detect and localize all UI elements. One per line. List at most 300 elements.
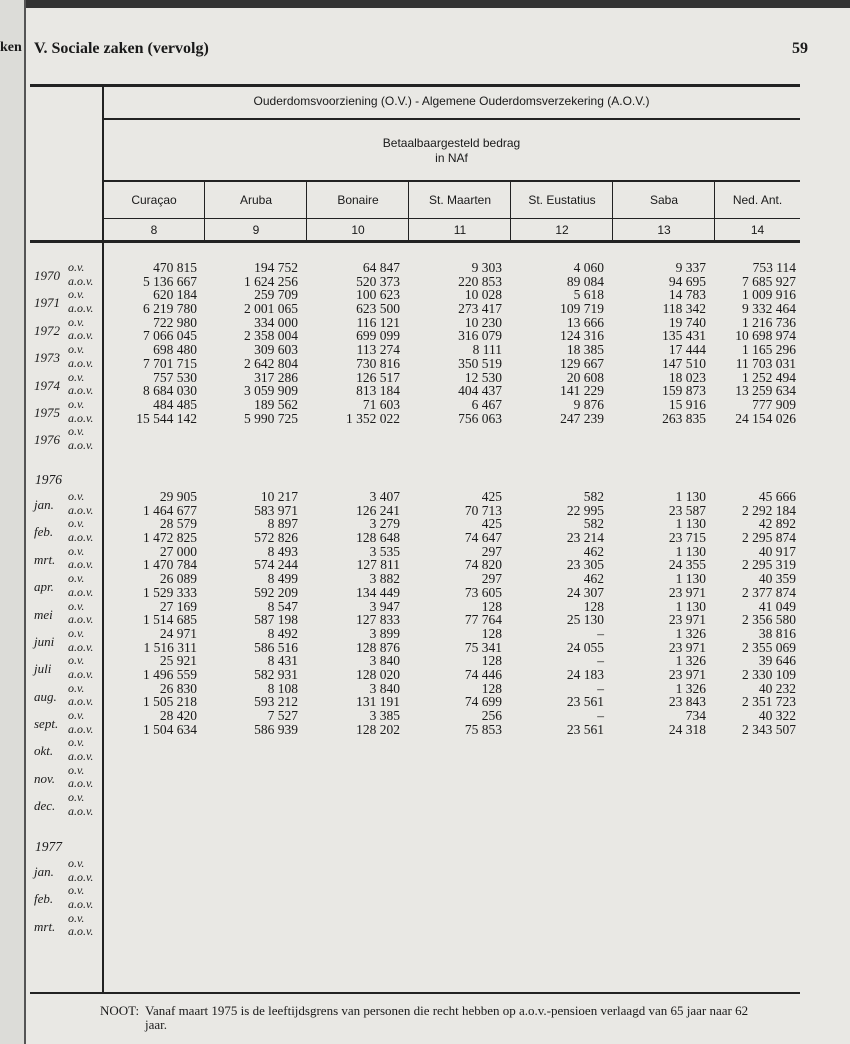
- table-cell: 38 816: [758, 625, 796, 641]
- table-cell: 484 485: [153, 396, 197, 412]
- table-row: [30, 777, 800, 791]
- table-cell: 10 217: [260, 489, 298, 504]
- table-cell: 17 444: [668, 342, 706, 358]
- table-cell: 73 605: [464, 584, 502, 600]
- table-cell: 9 332 464: [742, 301, 796, 317]
- row-type-label: o.v.: [68, 625, 85, 640]
- table-row: [30, 884, 800, 898]
- footnote: [100, 1004, 760, 1032]
- table-row: [30, 357, 800, 371]
- table-row: [30, 668, 800, 682]
- row-group: [30, 736, 800, 763]
- column-header: Saba: [649, 193, 679, 207]
- column-number: 13: [657, 223, 671, 237]
- table-row: [30, 871, 800, 885]
- row-type-label: a.o.v.: [68, 355, 94, 370]
- table-cell: 777 909: [752, 396, 796, 412]
- table-row: [30, 925, 800, 939]
- adjacent-page-fragment: ken: [0, 40, 22, 55]
- row-type-label: a.o.v.: [68, 437, 94, 452]
- table-cell: 128: [481, 653, 502, 669]
- table-row: [30, 302, 800, 316]
- table-cell: 24 307: [566, 584, 604, 600]
- table-cell: 141 229: [560, 383, 604, 399]
- table-cell: 334 000: [254, 314, 298, 330]
- column-header: St. Eustatius: [528, 193, 596, 207]
- table-cell: 25 130: [566, 612, 604, 628]
- table-cell: –: [597, 625, 604, 641]
- table-cell: 89 084: [566, 273, 604, 289]
- table-cell: 1 130: [675, 516, 706, 532]
- table-cell: 40 322: [758, 708, 796, 723]
- adjacent-page-edge: [0, 0, 26, 1044]
- row-type-label: a.o.v.: [68, 924, 94, 939]
- table-cell: 1 326: [675, 625, 706, 641]
- table-row: [30, 695, 800, 709]
- table-cell: 127 811: [356, 557, 400, 573]
- row-type-label: o.v.: [68, 883, 85, 898]
- table-cell: 8 493: [267, 543, 298, 559]
- table-cell: 1 496 559: [143, 666, 197, 682]
- row-group: [30, 490, 800, 517]
- table-cell: 1 326: [675, 680, 706, 696]
- table-row: [30, 627, 800, 641]
- column-number: 12: [555, 223, 569, 237]
- row-group-label: 1976: [34, 432, 60, 448]
- table-row: [30, 439, 800, 453]
- table-cell: 23 561: [566, 721, 604, 737]
- table-cell: 74 647: [464, 530, 502, 546]
- table-cell: 74 820: [464, 557, 502, 573]
- row-type-label: a.o.v.: [68, 721, 94, 736]
- table-cell: 2 377 874: [742, 584, 796, 600]
- table-cell: 11 703 031: [735, 355, 796, 371]
- table-cell: 2 642 804: [244, 355, 298, 371]
- row-group: [30, 600, 800, 627]
- row-type-label: o.v.: [68, 680, 85, 695]
- table-row: [30, 371, 800, 385]
- table-cell: 26 830: [159, 680, 197, 696]
- table-row: [30, 412, 800, 426]
- table-cell: 9 337: [675, 260, 706, 275]
- row-type-label: a.o.v.: [68, 328, 94, 343]
- row-type-label: a.o.v.: [68, 749, 94, 764]
- table-cell: 520 373: [356, 273, 400, 289]
- table-cell: 2 001 065: [244, 301, 298, 317]
- table-cell: 3 385: [369, 708, 400, 723]
- table-cell: 8 431: [267, 653, 298, 669]
- table-cell: 18 023: [668, 369, 706, 385]
- table-cell: –: [597, 680, 604, 696]
- row-group-label: juni: [34, 633, 55, 649]
- row-group-label: 1971: [34, 295, 60, 311]
- row-type-label: o.v.: [68, 516, 85, 531]
- table-row: [30, 275, 800, 289]
- table-cell: 23 971: [668, 639, 706, 655]
- table-cell: 1 009 916: [742, 287, 796, 303]
- table-cell: 100 623: [356, 287, 400, 303]
- table-block: [30, 839, 800, 939]
- row-type-label: o.v.: [68, 369, 85, 384]
- table-cell: 425: [481, 516, 502, 532]
- row-group-label: aug.: [34, 688, 57, 704]
- table-row: [30, 805, 800, 819]
- table-cell: 593 212: [254, 694, 298, 710]
- table-cell: 3 947: [369, 598, 400, 614]
- table-cell: 24 183: [566, 666, 604, 682]
- table-row: [30, 723, 800, 737]
- table-cell: 582 931: [254, 666, 298, 682]
- row-type-label: a.o.v.: [68, 273, 94, 288]
- table-cell: 23 561: [566, 694, 604, 710]
- table-row: [30, 545, 800, 559]
- table-cell: 19 740: [668, 314, 706, 330]
- table-cell: 297: [481, 571, 502, 587]
- table-row: [30, 517, 800, 531]
- table-cell: 1 464 677: [143, 502, 197, 518]
- table-cell: 462: [583, 571, 604, 587]
- table-cell: 1 529 333: [143, 584, 197, 600]
- table-cell: 1 516 311: [143, 639, 197, 655]
- table-cell: 350 519: [458, 355, 502, 371]
- table-cell: 1 252 494: [742, 369, 796, 385]
- table-cell: 159 873: [662, 383, 706, 399]
- table-cell: 7 701 715: [143, 355, 197, 371]
- table-cell: 116 121: [356, 314, 400, 330]
- table-cell: 9 303: [471, 260, 502, 275]
- table-cell: 74 699: [464, 694, 502, 710]
- table-cell: 124 316: [560, 328, 604, 344]
- table-row: [30, 654, 800, 668]
- row-group: [30, 261, 800, 288]
- table-cell: 3 840: [369, 653, 400, 669]
- row-type-label: o.v.: [68, 489, 85, 503]
- row-group: [30, 371, 800, 398]
- table-cell: 18 385: [566, 342, 604, 358]
- table-cell: 1 624 256: [244, 273, 298, 289]
- row-group-label: mrt.: [34, 551, 56, 567]
- table-cell: 263 835: [662, 410, 706, 426]
- table-cell: 6 467: [471, 396, 502, 412]
- table-cell: 247 239: [560, 410, 604, 426]
- table-cell: 1 165 296: [742, 342, 796, 358]
- row-type-label: o.v.: [68, 910, 85, 925]
- table-cell: 24 055: [566, 639, 604, 655]
- row-group-label: 1970: [34, 268, 60, 283]
- table-cell: 39 646: [758, 653, 796, 669]
- table-cell: 5 618: [573, 287, 604, 303]
- column-header: Bonaire: [337, 193, 379, 207]
- table-cell: 699 099: [356, 328, 400, 344]
- table-cell: 14 783: [668, 287, 706, 303]
- table-cell: 27 000: [159, 543, 197, 559]
- table-cell: 23 214: [566, 530, 604, 546]
- table-cell: 75 341: [464, 639, 502, 655]
- table-row: [30, 600, 800, 614]
- table-cell: 42 892: [758, 516, 796, 532]
- table-cell: 8 499: [267, 571, 298, 587]
- table-row: [30, 572, 800, 586]
- table-cell: 757 530: [153, 369, 197, 385]
- column-header: Ned. Ant.: [732, 193, 783, 207]
- table-cell: 13 259 634: [735, 383, 796, 399]
- table-cell: 273 417: [458, 301, 502, 317]
- table-subtitle-line1: Betaalbaargesteld bedrag: [382, 136, 521, 150]
- table-row: [30, 912, 800, 926]
- row-group-label: 1972: [34, 322, 60, 338]
- table-cell: 9 876: [573, 396, 604, 412]
- row-type-label: o.v.: [68, 396, 85, 411]
- table-cell: 4 060: [573, 260, 604, 275]
- table-cell: 404 437: [458, 383, 502, 399]
- column-header: Curaçao: [131, 193, 177, 207]
- table-row: [30, 398, 800, 412]
- table-cell: 77 764: [464, 612, 502, 628]
- table-cell: 1 505 218: [143, 694, 197, 710]
- table-cell: 813 184: [356, 383, 400, 399]
- table-cell: 135 431: [662, 328, 706, 344]
- table-subtitle-line2: in NAf: [435, 151, 468, 165]
- table-cell: 28 579: [159, 516, 197, 532]
- table-cell: 128: [481, 680, 502, 696]
- table-cell: 27 169: [159, 598, 197, 614]
- table-cell: 8 897: [267, 516, 298, 532]
- table-cell: 26 089: [159, 571, 197, 587]
- table-cell: 2 292 184: [742, 502, 796, 518]
- table-cell: 425: [481, 489, 502, 504]
- table-row: [30, 329, 800, 343]
- row-type-label: o.v.: [68, 762, 85, 777]
- table-row: [30, 764, 800, 778]
- column-number: 14: [750, 223, 765, 237]
- page-top-edge: [0, 0, 850, 8]
- column-number: 8: [150, 223, 158, 237]
- row-type-label: o.v.: [68, 260, 85, 274]
- row-type-label: a.o.v.: [68, 666, 94, 681]
- footnote-key: NOOT:: [100, 1003, 140, 1018]
- table-cell: 15 916: [668, 396, 706, 412]
- table-cell: 756 063: [458, 410, 502, 426]
- table-cell: 75 853: [464, 721, 502, 737]
- table-cell: 8 111: [472, 342, 502, 358]
- table-cell: 256: [481, 708, 502, 723]
- row-type-label: a.o.v.: [68, 776, 94, 791]
- table-cell: 220 853: [458, 273, 502, 289]
- row-type-label: o.v.: [68, 287, 85, 302]
- table-cell: 3 407: [369, 489, 400, 504]
- block-year-heading: 1976: [35, 472, 62, 487]
- table-cell: 8 684 030: [143, 383, 197, 399]
- table-cell: 587 198: [254, 612, 298, 628]
- table-row: [30, 857, 800, 871]
- footnote-text: Vanaf maart 1975 is de leeftijdsgrens van personen die recht hebben op a.o.v.-pensioen verlaagd van 65 jaar naar 62 jaar.: [145, 1003, 749, 1032]
- table-row: [30, 288, 800, 302]
- colhead-rule: [103, 218, 800, 219]
- row-type-label: a.o.v.: [68, 612, 94, 627]
- table-cell: 128: [481, 598, 502, 614]
- table-cell: 128 020: [356, 666, 400, 682]
- table-cell: 3 882: [369, 571, 400, 587]
- table-cell: 109 719: [560, 301, 604, 317]
- row-type-label: a.o.v.: [68, 803, 94, 818]
- row-type-label: o.v.: [68, 598, 85, 613]
- table-cell: 126 241: [356, 502, 400, 518]
- table-cell: 127 833: [356, 612, 400, 628]
- table-cell: 94 695: [668, 273, 706, 289]
- table-cell: 134 449: [356, 584, 400, 600]
- row-type-label: o.v.: [68, 653, 85, 668]
- row-group-label: okt.: [34, 743, 54, 759]
- table-row: [30, 425, 800, 439]
- table-block: [30, 472, 800, 819]
- row-type-label: a.o.v.: [68, 410, 94, 425]
- table-cell: 722 980: [153, 314, 197, 330]
- table-cell: 189 562: [254, 396, 298, 412]
- block-year-heading: 1977: [35, 839, 62, 854]
- table-row: [30, 531, 800, 545]
- table-cell: 194 752: [254, 260, 298, 275]
- row-group-label: mrt.: [34, 918, 56, 934]
- table-cell: 24 318: [668, 721, 706, 737]
- row-group-label: feb.: [34, 524, 54, 540]
- row-group-label: dec.: [34, 798, 56, 814]
- table-cell: 128 648: [356, 530, 400, 546]
- table-row: [30, 613, 800, 627]
- row-group: [30, 425, 800, 452]
- table-cell: 23 843: [668, 694, 706, 710]
- table-cell: 23 971: [668, 584, 706, 600]
- table-cell: 620 184: [153, 287, 197, 303]
- row-type-label: o.v.: [68, 543, 85, 558]
- row-group-label: jan.: [34, 497, 54, 512]
- table-cell: 45 666: [758, 489, 796, 504]
- title-rule: [103, 118, 800, 120]
- table-cell: 113 274: [356, 342, 400, 358]
- table-cell: 2 356 580: [742, 612, 796, 628]
- row-type-label: a.o.v.: [68, 584, 94, 599]
- header-bottom-rule: [30, 240, 800, 243]
- table-cell: 5 990 725: [244, 410, 298, 426]
- table-cell: 40 917: [758, 543, 796, 559]
- table-cell: 592 209: [254, 584, 298, 600]
- table-cell: 15 544 142: [136, 410, 197, 426]
- table-cell: 462: [583, 543, 604, 559]
- table-cell: 22 995: [566, 502, 604, 518]
- table-cell: 698 480: [153, 342, 197, 358]
- row-group: [30, 654, 800, 681]
- table-row: [30, 316, 800, 330]
- table-row: [30, 736, 800, 750]
- row-type-label: a.o.v.: [68, 383, 94, 398]
- table-cell: 74 446: [464, 666, 502, 682]
- table-cell: 753 114: [752, 260, 796, 275]
- row-type-label: a.o.v.: [68, 897, 94, 912]
- top-rule: [30, 84, 800, 87]
- table-cell: 1 130: [675, 543, 706, 559]
- table-cell: 730 816: [356, 355, 400, 371]
- table-cell: 1 504 634: [143, 721, 197, 737]
- row-type-label: o.v.: [68, 314, 85, 329]
- table-cell: 20 608: [566, 369, 604, 385]
- table-cell: 24 971: [159, 625, 197, 641]
- row-group: [30, 884, 800, 911]
- table-cell: 3 840: [369, 680, 400, 696]
- row-type-label: o.v.: [68, 856, 85, 870]
- table-cell: 317 286: [254, 369, 298, 385]
- table-cell: 7 527: [267, 708, 298, 723]
- row-group-label: mei: [34, 606, 53, 622]
- column-header: Aruba: [239, 193, 273, 207]
- table-cell: 2 295 319: [742, 557, 796, 573]
- table-cell: 583 971: [254, 502, 298, 518]
- row-group: [30, 791, 800, 818]
- row-group: [30, 912, 800, 939]
- table-cell: 1 472 825: [143, 530, 197, 546]
- table-cell: 64 847: [362, 260, 400, 275]
- table-cell: 8 547: [267, 598, 298, 614]
- table-cell: 128: [583, 598, 604, 614]
- row-type-label: a.o.v.: [68, 301, 94, 316]
- table-cell: 23 715: [668, 530, 706, 546]
- table-row: [30, 586, 800, 600]
- table-cell: 2 295 874: [742, 530, 796, 546]
- table-cell: 128: [481, 625, 502, 641]
- table-cell: 24 154 026: [735, 410, 796, 426]
- row-type-label: a.o.v.: [68, 502, 94, 517]
- table-cell: 70 713: [464, 502, 502, 518]
- table-cell: 40 232: [758, 680, 796, 696]
- table-cell: 582: [583, 489, 604, 504]
- table-cell: 8 492: [267, 625, 298, 641]
- table-cell: 259 709: [254, 287, 298, 303]
- row-group: [30, 627, 800, 654]
- column-header: St. Maarten: [428, 193, 492, 207]
- table-cell: 623 500: [356, 301, 400, 317]
- table-cell: 1 326: [675, 653, 706, 669]
- column-number: 11: [453, 223, 467, 237]
- table-cell: 316 079: [458, 328, 502, 344]
- table-row: [30, 791, 800, 805]
- table-cell: 25 921: [159, 653, 197, 669]
- table-cell: 1 216 736: [742, 314, 796, 330]
- row-group-label: jan.: [34, 864, 54, 879]
- bottom-rule: [30, 992, 800, 994]
- table-cell: 118 342: [662, 301, 706, 317]
- table-cell: 24 355: [668, 557, 706, 573]
- table-cell: 10 230: [464, 314, 502, 330]
- row-type-label: a.o.v.: [68, 530, 94, 545]
- row-group: [30, 288, 800, 315]
- table-cell: 7 066 045: [143, 328, 197, 344]
- table-cell: 574 244: [254, 557, 298, 573]
- table-cell: 3 899: [369, 625, 400, 641]
- table-row: [30, 384, 800, 398]
- table-cell: 23 971: [668, 666, 706, 682]
- table-cell: 12 530: [464, 369, 502, 385]
- table-block: [30, 261, 800, 453]
- table-row: [30, 490, 800, 504]
- column-number: 9: [252, 223, 260, 237]
- row-group: [30, 517, 800, 544]
- table-cell: 29 905: [159, 489, 197, 504]
- page-number: 59: [792, 40, 808, 57]
- row-type-label: o.v.: [68, 342, 85, 357]
- table-cell: –: [597, 708, 604, 723]
- table-cell: 1 514 685: [143, 612, 197, 628]
- table-row: [30, 750, 800, 764]
- table-cell: 1 352 022: [346, 410, 400, 426]
- table-cell: 6 219 780: [143, 301, 197, 317]
